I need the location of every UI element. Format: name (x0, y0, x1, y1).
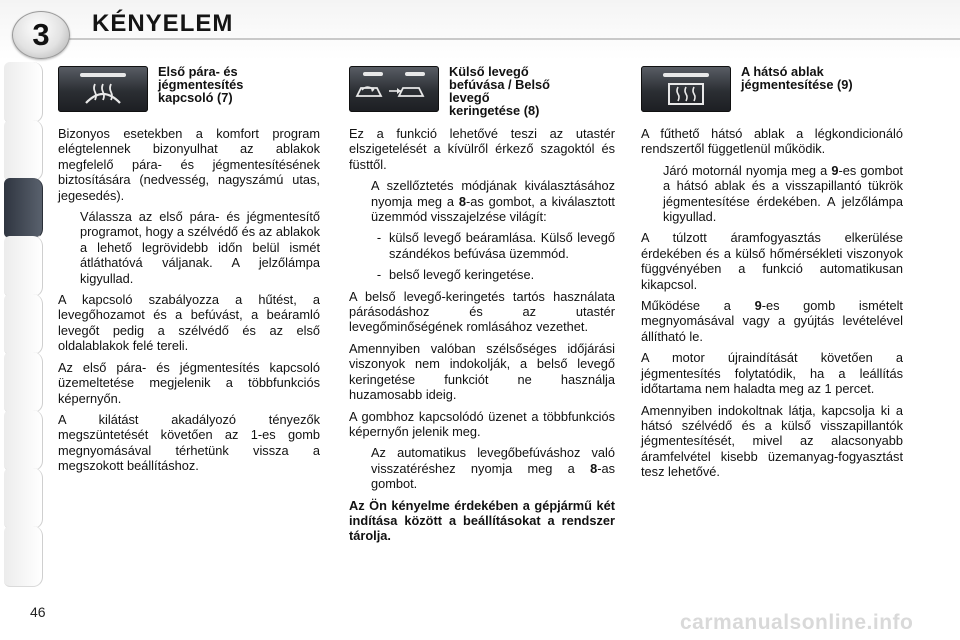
header-divider (60, 38, 960, 40)
paragraph: A kapcsoló szabályozza a hűtést, a levegőhozamot és a befúvást, a beáramló levegőt pedig a szélvédő és az első oldalablakok felé tereli. (58, 292, 320, 354)
chapter-tab-5[interactable] (4, 294, 43, 355)
chapter-tab-3-active[interactable] (4, 178, 43, 239)
bullet-text (371, 178, 615, 224)
chapter-tab-strip (0, 62, 46, 582)
recirculation-switch-image (349, 66, 439, 112)
section-title: Külső levegő befúvása / Belső levegő keringetése (8) (449, 64, 550, 118)
button-number: 9 (831, 162, 839, 178)
sub-paragraph: A belső levegő-keringetés tartós használata párásodáshoz és az utastér levegőminőségének romlásához vezethet. (349, 288, 615, 335)
bullet-item (349, 445, 615, 491)
sub-paragraph: A gombhoz kapcsolódó üzenet a többfunkciós képernyőn jelenik meg. (349, 408, 615, 439)
button-number: 8 (458, 193, 466, 209)
dash-mark: - (376, 267, 382, 283)
bullet-item (58, 209, 320, 286)
pointing-hand-icon (349, 178, 371, 224)
page-number: 46 (30, 604, 46, 620)
chapter-tab-4[interactable] (4, 236, 43, 297)
section-title: Első pára- és jégmentesítés kapcsoló (7) (158, 64, 244, 105)
chapter-tab-8[interactable] (4, 468, 43, 529)
button-number: 8 (590, 460, 598, 476)
bullet-text (663, 163, 903, 225)
paragraph: A túlzott áramfogyasztás elkerülése érdekében és a külső hőmérsékleti viszonyok függvényében a funkció automatikusan kikapcsol. (641, 230, 903, 292)
text-run: Az automatikus levegőbefúváshoz való visszatéréshez nyomja meg a (371, 445, 615, 476)
front-demist-switch-image (58, 66, 148, 112)
dash-item (369, 267, 615, 282)
dash-mark: - (376, 230, 382, 246)
pointing-hand-icon (58, 209, 80, 286)
text-run: -as gombot. (371, 460, 615, 492)
paragraph: Ez a funkció lehetővé teszi az utastér elszigetelését a kívülről érkező szagoktól és füsttől. (349, 126, 615, 172)
section-title: A hátsó ablak jégmentesítése (9) (741, 64, 853, 92)
column-rear-demist (641, 66, 903, 486)
bullet-text (371, 445, 615, 491)
section-heading-row (58, 66, 320, 118)
chapter-header (0, 0, 960, 60)
dash-text: belső levegő keringetése. (389, 267, 535, 283)
watermark: carmanualsonline.info (680, 611, 914, 634)
sub-paragraph: Amennyiben valóban szélsőséges időjárási viszonyok nem indokolják, a belső levegő keringetése funkciót ne használja huzamosabb ideig. (349, 340, 615, 403)
paragraph: Bizonyos esetekben a komfort program elégtelennek bizonyulhat az ablakok megfelelő pára- és jégmentesítésének biztosítására (nedvesség, nagyszámú utas, jegesedés). (58, 126, 320, 203)
rear-demist-icon (641, 66, 731, 112)
paragraph (641, 298, 903, 344)
button-number: 9 (754, 298, 762, 314)
bullet-text: Válassza az első pára- és jégmentesítő programot, hogy a szélvédő és az ablakok a lehető legrövidebb időn belül ismét átláthatóvá váljanak. A jelzőlámpa kigyullad. (80, 209, 320, 286)
air-recirculation-icon (349, 66, 439, 112)
section-heading-row (641, 66, 903, 118)
chapter-tab-2[interactable] (4, 120, 43, 181)
text-run: Járó motornál nyomja meg a (663, 162, 832, 178)
dash-text: külső levegő beáramlása. Külső levegő szándékos befúvása üzemmód. (389, 230, 615, 261)
bullet-item (349, 178, 615, 224)
column-front-demist (58, 66, 320, 480)
chapter-tab-1[interactable] (4, 62, 43, 123)
text-run: -es gombot a hátsó ablak és a visszapillantó tükrök jégmentesítése érdekében. A jelzőlámpa kigyullad. (663, 162, 903, 225)
paragraph: A kilátást akadályozó tényezők megszüntetését követően az 1-es gomb megnyomásával térhetünk vissza a megszokott beállításhoz. (58, 411, 320, 474)
column-air-recirculation (349, 66, 615, 550)
text-run: A szellőztetés módjának kiválasztásához nyomja meg a (371, 178, 615, 209)
chapter-title: KÉNYELEM (92, 10, 234, 37)
pointing-hand-icon (349, 445, 371, 491)
dash-item (369, 230, 615, 261)
chapter-tab-6[interactable] (4, 352, 43, 413)
chapter-tab-7[interactable] (4, 410, 43, 471)
note-text: Az Ön kényelme érdekében a gépjármű két indítása között a beállításokat a rendszer tárolja. (349, 497, 615, 544)
section-heading-row (349, 66, 615, 118)
pointing-hand-icon (641, 163, 663, 225)
rear-demist-switch-image (641, 66, 731, 112)
chapter-tab-9[interactable] (4, 526, 43, 587)
text-run: -es gomb ismételt megnyomásával vagy a gyújtás levételével állítható le. (641, 298, 903, 344)
chapter-number-badge: 3 (12, 11, 70, 59)
paragraph: A fűthető hátsó ablak a légkondicionáló rendszertől függetlenül működik. (641, 126, 903, 157)
paragraph: Az első pára- és jégmentesítés kapcsoló üzemeltetése megjelenik a többfunkciós képernyőn. (58, 359, 320, 406)
bullet-item (641, 163, 903, 225)
text-run: Működése a (641, 298, 755, 314)
paragraph: A motor újraindítását követően a jégmentesítés folytatódik, ha a leállítás időtartama nem haladta meg az 1 percet. (641, 350, 903, 397)
front-demist-icon (58, 66, 148, 112)
paragraph: Amennyiben indokoltnak látja, kapcsolja ki a hátsó szélvédő és a külső visszapillantók jégmentesítését, mivel az alacsonyabb áramfelvétel kisebb üzemanyag-fogyasztást tesz lehetővé. (641, 402, 903, 480)
text-run: -as gombot, a kiválasztott üzemmód visszajelzése világít: (371, 193, 615, 225)
